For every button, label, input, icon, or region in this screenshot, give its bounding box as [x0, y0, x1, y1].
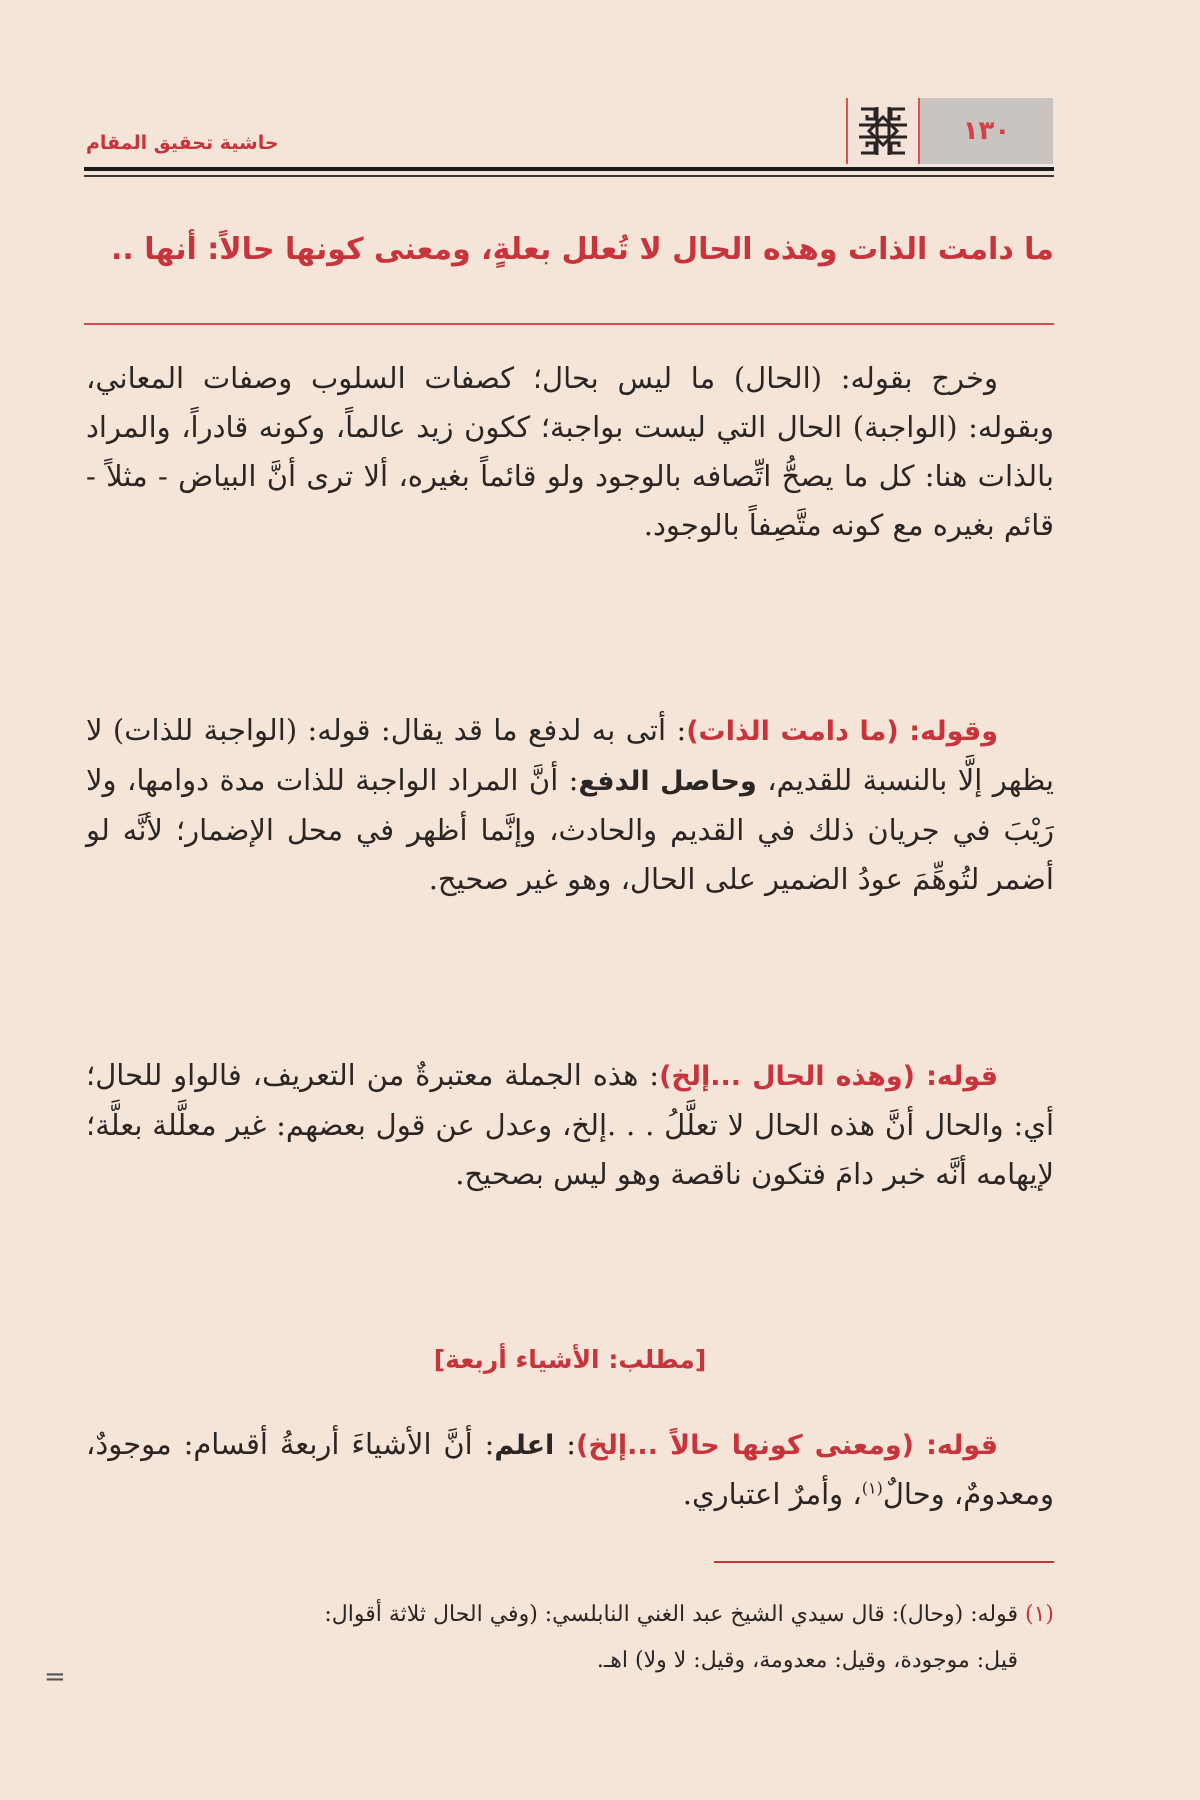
footnote-divider: [714, 1561, 1054, 1563]
paragraph-text: وخرج بقوله: (الحال) ما ليس بحال؛ كصفات السلوب وصفات المعاني، وبقوله: (الواجبة) الحال التي ليست بواجبة؛ ككون زيد عالماً، وكونه قادراً، والمراد بالذات هنا: كل ما يصحُّ اتِّصافه بالوجود ولو قائماً بغيره، ألا ترى أنَّ البياض - مثلاً - قائم بغيره مع كونه متَّصِفاً بالوجود.: [86, 361, 1054, 542]
knot-ornament-icon: [846, 98, 920, 164]
qawluh-label: قوله:: [915, 1061, 998, 1092]
footnote-text: قوله: (وحال): قال سيدي الشيخ عبد الغني النابلسي: (وفي الحال ثلاثة أقوال:: [324, 1602, 1018, 1627]
footnote-reference[interactable]: (١): [861, 1478, 883, 1498]
footnotes: [86, 1592, 1054, 1684]
page-number-box: [920, 98, 1053, 164]
header-rule-thick: [84, 167, 1054, 171]
footnote-text-continued: قيل: موجودة، وقيل: معدومة، وقيل: لا ولا) اهـ.: [596, 1648, 1018, 1673]
paragraph-3: [86, 1051, 1054, 1199]
header-rule-thin: [84, 175, 1054, 177]
footnote-1: [86, 1592, 1054, 1684]
section-heading: [مطلب: الأشياء أربعة]: [433, 1345, 707, 1374]
lemma-quote: (ما دامت الذات): [686, 716, 899, 747]
paragraph-text: : أتى به لدفع ما قد يقال: قوله: (الواجبة للذات) لا يظهر إلَّا بالنسبة للقديم،: [86, 713, 1055, 797]
footnote-number: (١): [1024, 1602, 1054, 1627]
separator: :: [554, 1427, 576, 1461]
paragraph-text: : هذه الجملة معتبرةٌ من التعريف، فالواو للحال؛ أي: والحال أنَّ هذه الحال لا تعلَّلُ . . .إلخ، وعدل عن قول بعضهم: غير معلَّلة بعلَّة؛ لإيهامه أنَّه خبر دامَ فتكون ناقصة وهو ليس بصحيح.: [86, 1058, 1054, 1191]
paragraph-4: [86, 1420, 1054, 1519]
qawluh-label: قوله:: [914, 1430, 999, 1461]
lemma-quote: (وهذه الحال ...إلخ): [659, 1061, 915, 1092]
lemma-quote: (ومعنى كونها حالاً ...إلخ): [575, 1430, 915, 1461]
paragraph-text: ، وأمرٌ اعتباري.: [682, 1477, 862, 1511]
bold-term: اعلم: [494, 1430, 555, 1461]
paragraph-text: : أنَّ المراد الواجبة للذات مدة دوامها، ولا رَيْبَ في جريان ذلك في القديم والحادث، وإنَّما أظهر في محل الإضمار؛ لأنَّه لو أضمر لتُوهِّمَ عودُ الضمير على الحال، وهو غير صحيح.: [86, 763, 1054, 896]
paragraph-2: [86, 706, 1054, 904]
running-title: حاشية تحقيق المقام: [86, 132, 279, 154]
paragraph-text: : أنَّ الأشياءَ أربعةُ أقسام: موجودٌ، ومعدومٌ، وحالٌ: [86, 1427, 1054, 1511]
page-number: ١٣٠: [962, 116, 1011, 146]
matn-divider: [84, 323, 1054, 325]
qawluh-label: وقوله:: [898, 716, 998, 747]
matn-text: ما دامت الذات وهذه الحال لا تُعلل بعلةٍ، ومعنى كونها حالاً: أنها ..: [110, 232, 1054, 267]
bold-term: وحاصل الدفع: [578, 766, 757, 797]
paragraph-1: [86, 354, 1054, 550]
continuation-mark: =: [44, 1662, 66, 1692]
